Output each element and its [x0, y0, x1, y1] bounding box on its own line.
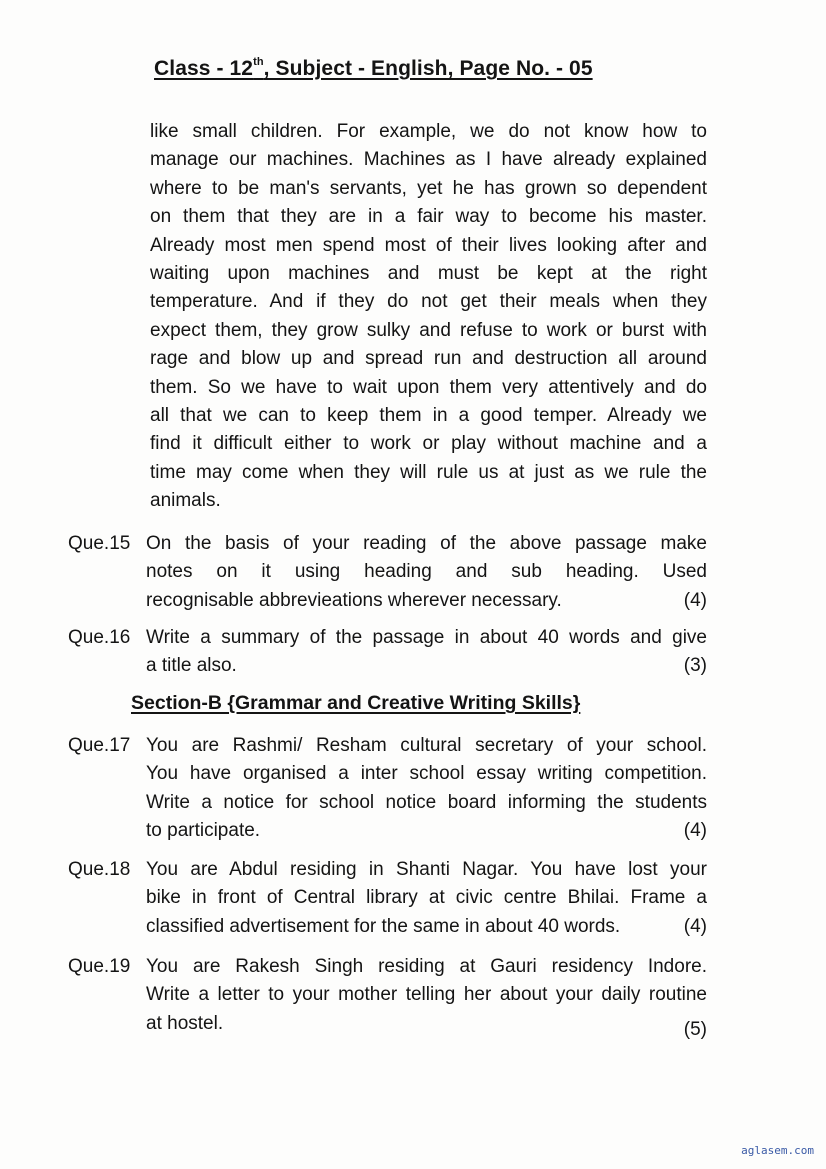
question-line: notes on it using heading and sub heading. Used — [146, 561, 707, 583]
question-number: Que.17 — [68, 735, 131, 756]
section-b-title: Section-B {Grammar and Creative Writing Skills} — [131, 692, 581, 714]
passage-line: where to be man's servants, yet he has grown so dependent — [150, 177, 707, 199]
question-line-last — [146, 1010, 707, 1042]
passage-line: on them that they are in a fair way to become his master. — [150, 206, 707, 228]
passage-line: them. So we have to wait upon them very attentively and do — [150, 376, 707, 398]
question-line: bike in front of Central library at civic centre Bhilai. Frame a — [146, 887, 707, 909]
question-marks: (5) — [683, 1018, 707, 1040]
question-marks: (4) — [683, 589, 707, 611]
question-line: You have organised a inter school essay writing competition. — [146, 763, 707, 785]
question-line: Write a letter to your mother telling her about your daily routine — [146, 984, 707, 1006]
question-line: Write a notice for school notice board informing the students — [146, 791, 707, 813]
question-marks: (4) — [683, 915, 707, 937]
question-line: You are Rakesh Singh residing at Gauri residency Indore. — [146, 956, 707, 977]
passage-line: time may come when they will rule us at just as we rule the — [150, 461, 707, 483]
question-line: recognisable abbrevieations wherever necessary. — [146, 589, 562, 611]
question-marks: (4) — [683, 820, 707, 842]
question-line-last — [146, 587, 707, 615]
question-text — [146, 530, 707, 615]
question-line: You are Rashmi/ Resham cultural secretary of your school. — [146, 735, 707, 756]
question-line: a title also. — [146, 655, 237, 677]
question-text — [146, 856, 707, 941]
question-line: classified advertisement for the same in about 40 words. — [146, 915, 621, 937]
passage-line: find it difficult either to work or play without machine and a — [150, 433, 707, 455]
question-marks: (3) — [683, 655, 707, 677]
header-superscript: th — [253, 56, 264, 68]
passage-line: manage our machines. Machines as I have already explained — [150, 149, 707, 171]
page-header — [154, 56, 593, 81]
question-number: Que.15 — [68, 533, 131, 554]
question-text — [146, 732, 707, 846]
passage-line: rage and blow up and spread run and destruction all around — [150, 348, 707, 370]
question-line: at hostel. — [146, 1012, 224, 1034]
watermark: aglasem.com — [741, 1144, 814, 1157]
passage-line: temperature. And if they do not get their meals when they — [150, 291, 707, 313]
question-line: Write a summary of the passage in about 40 words and give — [146, 627, 707, 648]
question-line-last — [146, 913, 707, 941]
question-line-last — [146, 817, 707, 845]
question-line: You are Abdul residing in Shanti Nagar. You have lost your — [146, 859, 707, 880]
passage-line: waiting upon machines and must be kept at the right — [150, 263, 707, 285]
passage-line: animals. — [150, 490, 221, 512]
passage-line: like small children. For example, we do not know how to — [150, 121, 707, 142]
question-number: Que.18 — [68, 859, 131, 880]
passage-line: all that we can to keep them in a good temper. Already we — [150, 405, 707, 427]
header-suffix: , Subject - English, Page No. - 05 — [263, 57, 593, 80]
question-line: to participate. — [146, 820, 261, 842]
question-line: On the basis of your reading of the above passage make — [146, 533, 707, 554]
question-text — [146, 953, 707, 1042]
question-text — [146, 624, 707, 681]
question-number: Que.16 — [68, 627, 131, 648]
header-prefix: Class - 12 — [154, 57, 254, 80]
passage-line: Already most men spend most of their lives looking after and — [150, 234, 707, 256]
passage-line: expect them, they grow sulky and refuse to work or burst with — [150, 319, 707, 341]
question-number: Que.19 — [68, 956, 131, 977]
question-line-last — [146, 652, 707, 680]
reading-passage — [150, 118, 707, 516]
